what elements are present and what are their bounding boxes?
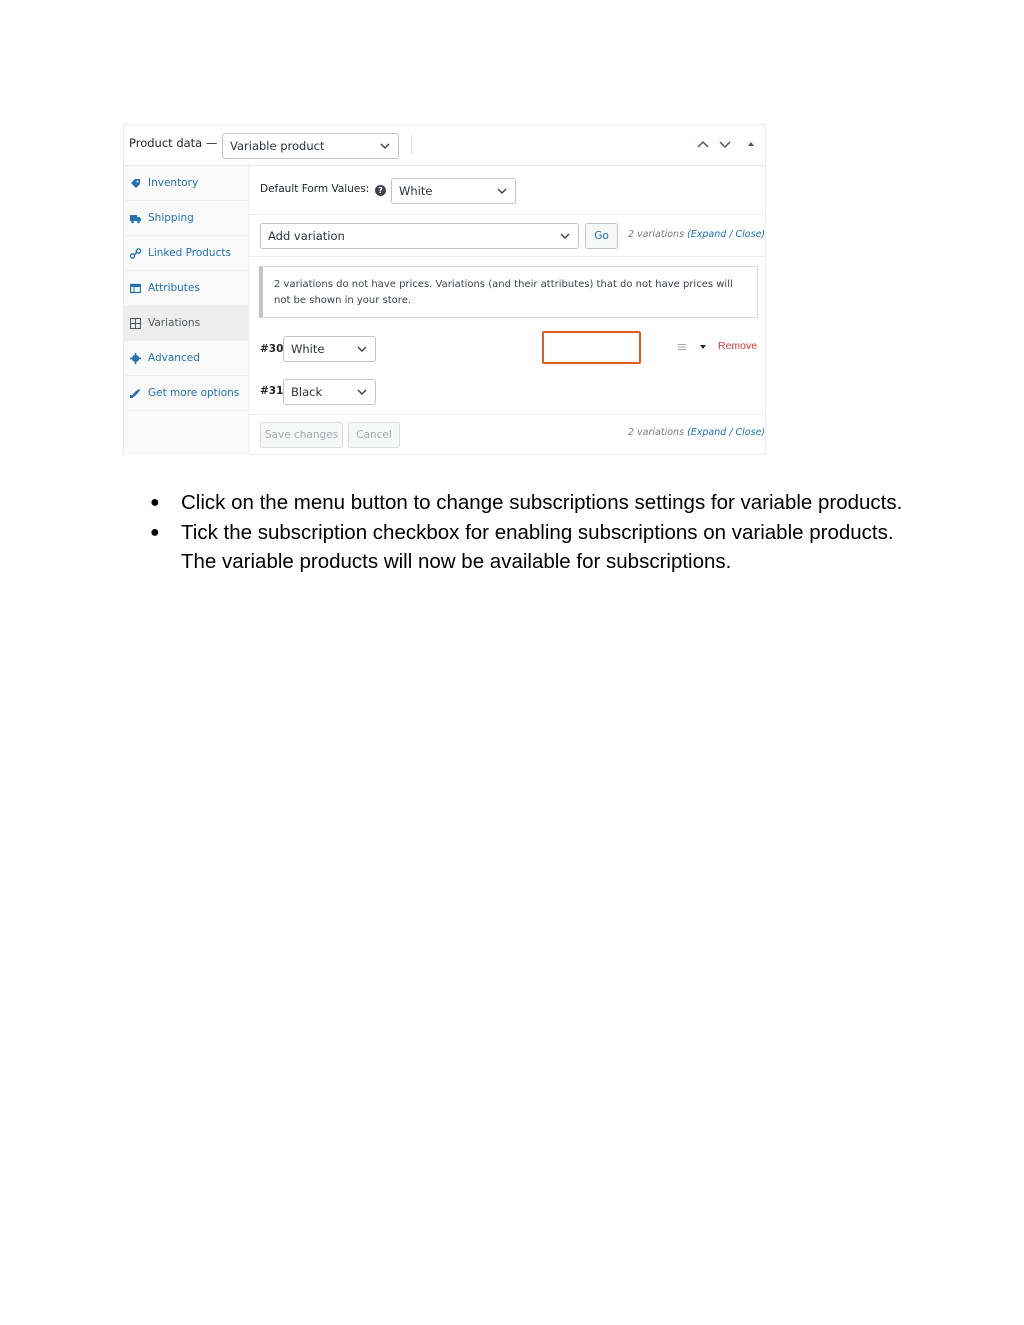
tab-shipping[interactable] [124, 201, 248, 236]
divider [249, 214, 766, 215]
expand-close-link[interactable]: (Expand / Close) [687, 427, 766, 438]
panel-title: Product data — [129, 136, 218, 150]
default-value: White [399, 184, 433, 198]
variation-value: White [291, 342, 325, 356]
default-form-values-label: Default Form Values: [260, 183, 370, 195]
go-button[interactable]: Go [585, 223, 618, 249]
header-divider [411, 135, 412, 155]
expand-close-link[interactable]: (Expand / Close) [687, 229, 766, 240]
variations-content [249, 166, 766, 455]
panel-header [124, 125, 765, 166]
divider [249, 256, 766, 257]
divider [249, 414, 766, 415]
variations-count [628, 229, 765, 240]
move-down-icon[interactable] [718, 137, 732, 151]
list-item [150, 518, 910, 577]
tab-inventory[interactable] [124, 166, 248, 201]
tab-label: Attributes [148, 282, 200, 294]
variation-number: #30 [260, 343, 284, 355]
variations-count-text: 2 variations [628, 229, 685, 240]
product-type-select[interactable] [222, 133, 399, 159]
move-up-icon[interactable] [696, 137, 710, 151]
tab-label: Shipping [148, 212, 194, 224]
chevron-down-icon [379, 140, 391, 152]
variation-31-select[interactable] [283, 379, 376, 405]
help-icon[interactable]: ? [375, 185, 386, 196]
chevron-down-icon [356, 386, 368, 398]
tab-attributes[interactable] [124, 271, 248, 306]
menu-highlight-box [542, 331, 641, 364]
tab-label: Get more options [148, 387, 240, 399]
gear-icon [130, 353, 141, 364]
tab-get-more-options[interactable] [124, 376, 248, 411]
tab-variations[interactable] [124, 306, 248, 341]
instruction-list [150, 488, 910, 577]
add-variation-value: Add variation [268, 229, 345, 243]
link-icon [130, 248, 141, 259]
truck-icon [130, 213, 141, 224]
product-type-value: Variable product [230, 139, 325, 153]
tab-label: Inventory [148, 177, 199, 189]
bullet-icon: ● [150, 494, 160, 511]
save-changes-button[interactable]: Save changes [260, 422, 343, 448]
cancel-button[interactable]: Cancel [348, 422, 400, 448]
variation-30-select[interactable] [283, 336, 376, 362]
variation-value: Black [291, 385, 323, 399]
collapse-icon[interactable] [744, 137, 758, 151]
list-item-text: Click on the menu button to change subscriptions settings for variable products. [181, 491, 903, 514]
chevron-down-icon [496, 185, 508, 197]
default-value-select[interactable] [391, 178, 516, 204]
tab-linked-products[interactable] [124, 236, 248, 271]
variations-count-text: 2 variations [628, 427, 685, 438]
plugin-icon [130, 388, 141, 399]
grid-icon [130, 318, 141, 329]
chevron-down-icon [356, 343, 368, 355]
list-item [150, 488, 910, 518]
list-item-text: Tick the subscription checkbox for enabling subscriptions on variable products. The variable products will now be available for subscriptions. [181, 520, 894, 573]
tab-label: Variations [148, 317, 201, 329]
tab-advanced[interactable] [124, 341, 248, 376]
drag-handle-icon[interactable] [676, 341, 688, 353]
product-data-panel [123, 124, 766, 455]
chevron-down-icon [559, 230, 571, 242]
tab-label: Advanced [148, 352, 200, 364]
bullet-icon: ● [150, 523, 160, 541]
product-data-tabs [124, 166, 249, 455]
tag-icon [130, 178, 141, 189]
variation-number: #31 [260, 385, 284, 397]
remove-link[interactable]: Remove [718, 340, 758, 352]
tab-label: Linked Products [148, 247, 231, 259]
table-icon [130, 283, 141, 294]
add-variation-select[interactable] [260, 223, 579, 249]
price-notice: 2 variations do not have prices. Variations (and their attributes) that do not have prices will not be shown in your store. [259, 266, 758, 318]
menu-toggle-icon[interactable] [697, 341, 709, 353]
variations-count-bottom [628, 427, 765, 438]
